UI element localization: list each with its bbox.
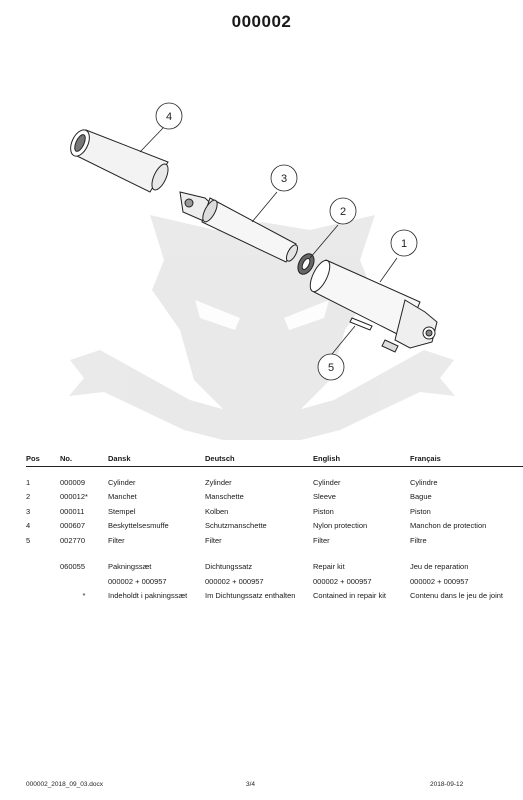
cell-francais: 000002 + 000957 (410, 576, 469, 586)
cell-pos (26, 589, 60, 604)
cell-dansk: Filter (108, 535, 125, 545)
header-deutsch: Deutsch (205, 452, 313, 467)
table-row (26, 490, 523, 505)
kit-row (26, 589, 523, 604)
svg-text:5: 5 (327, 362, 335, 374)
cell-dansk: Indeholdt i pakningssæt (108, 591, 188, 601)
cell-english: Sleeve (313, 492, 336, 502)
cell-english: 000002 + 000957 (313, 576, 372, 586)
parts-table (26, 452, 523, 603)
cell-english: Repair kit (313, 562, 345, 572)
svg-text:2: 2 (339, 206, 347, 218)
table-row (26, 533, 523, 548)
cell-deutsch: Kolben (205, 506, 229, 516)
cell-pos: 3 (26, 506, 31, 516)
header-pos: Pos (26, 452, 60, 467)
cell-dansk: Manchet (108, 492, 137, 502)
cell-francais: Jeu de reparation (410, 562, 469, 572)
header-english: English (313, 452, 410, 467)
cell-dansk: Stempel (108, 506, 136, 516)
cell-francais: Cylindre (410, 477, 438, 487)
cell-pos: 5 (26, 535, 31, 545)
svg-text:4: 4 (165, 111, 173, 123)
exploded-view-drawing (0, 40, 523, 440)
svg-text:1: 1 (400, 238, 408, 250)
callout-5 (318, 354, 344, 380)
cell-english: Piston (313, 506, 334, 516)
cell-francais: Bague (410, 492, 432, 502)
cell-no: 000009 (60, 477, 86, 487)
kit-row (26, 560, 523, 575)
cell-deutsch: Zylinder (205, 477, 232, 487)
table-row (26, 504, 523, 519)
cell-no (60, 574, 108, 589)
table-row (26, 519, 523, 534)
cell-pos (26, 560, 60, 575)
svg-text:3: 3 (280, 173, 288, 185)
cell-deutsch: Manschette (205, 492, 244, 502)
cell-francais: Piston (410, 506, 431, 516)
cell-no: 002770 (60, 535, 86, 545)
cell-english: Nylon protection (313, 521, 368, 531)
cell-deutsch: Schutzmanschette (205, 521, 267, 531)
cell-no: 000012* (60, 492, 88, 502)
cell-deutsch: Dichtungssatz (205, 562, 253, 572)
callout-2 (330, 198, 356, 224)
callout-4 (156, 103, 182, 129)
cell-no: 000011 (60, 506, 85, 516)
cell-no: 060055 (60, 562, 86, 572)
cell-english: Contained in repair kit (313, 591, 386, 601)
cell-english: Filter (313, 535, 330, 545)
header-no: No. (60, 452, 108, 467)
kit-row (26, 574, 523, 589)
cell-francais: Contenu dans le jeu de joint (410, 591, 503, 601)
part-4-nylon-protection (67, 127, 172, 192)
cell-no: * (82, 591, 86, 601)
cell-pos (26, 574, 60, 589)
table-row (26, 467, 523, 490)
cell-francais: Manchon de protection (410, 521, 487, 531)
table-header-row (26, 452, 523, 467)
table-spacer-row (26, 548, 523, 560)
cell-no: 000607 (60, 521, 86, 531)
header-francais: Français (410, 452, 523, 467)
page-title: 000002 (231, 12, 292, 31)
cell-dansk: 000002 + 000957 (108, 576, 167, 586)
cell-dansk: Beskyttelsesmuffe (108, 521, 169, 531)
cell-pos: 2 (26, 492, 31, 502)
footer-date: 2018-09-12 (430, 781, 464, 788)
cell-dansk: Cylinder (108, 477, 136, 487)
header-dansk: Dansk (108, 452, 205, 467)
cell-deutsch: Im Dichtungssatz enthalten (205, 591, 296, 601)
cell-english: Cylinder (313, 477, 341, 487)
cell-deutsch: Filter (205, 535, 222, 545)
cell-dansk: Pakningssæt (108, 562, 152, 572)
cell-pos: 4 (26, 521, 31, 531)
cell-francais: Filtre (410, 535, 427, 545)
callout-3 (271, 165, 297, 191)
cell-deutsch: 000002 + 000957 (205, 576, 264, 586)
footer-page-number: 3/4 (246, 781, 256, 788)
footer-filename: 000002_2018_09_03.docx (26, 781, 103, 788)
cell-pos: 1 (26, 477, 31, 487)
callout-1 (391, 230, 417, 256)
